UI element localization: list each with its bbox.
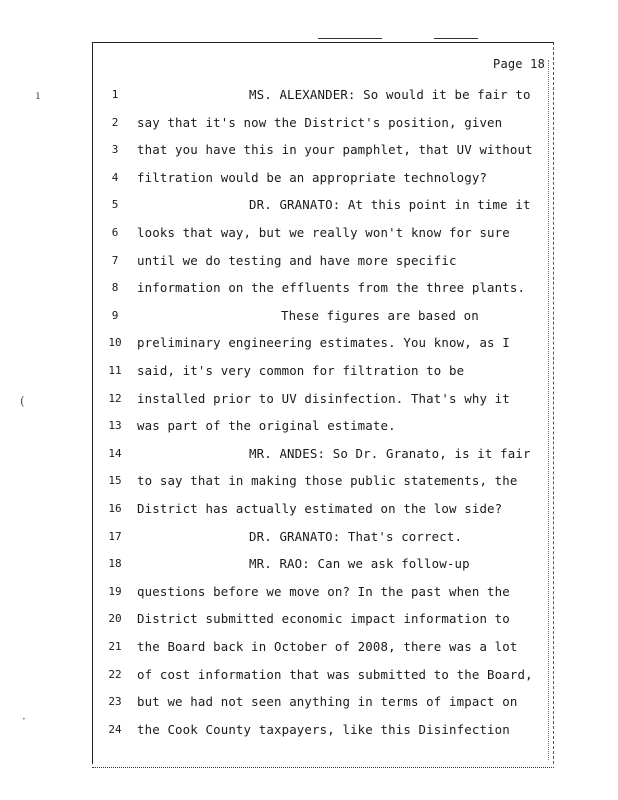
footer-strip (92, 762, 554, 768)
line-number: 6 (111, 226, 119, 239)
line-number: 12 (108, 391, 122, 405)
line-number: 2 (111, 115, 119, 129)
line-number: 5 (111, 198, 119, 212)
right-margin-dotted-line (548, 60, 553, 760)
line-number: 24 (108, 722, 122, 736)
line-number: 11 (108, 364, 122, 377)
line-number: 16 (108, 502, 122, 515)
transcript-line: DR. GRANATO: At this point in time it (249, 197, 531, 213)
transcript-line: was part of the original estimate. (137, 418, 396, 434)
line-number: 21 (108, 640, 122, 653)
transcript-line: looks that way, but we really won't know for sure (137, 225, 510, 240)
scan-artifact-top-left (318, 38, 382, 39)
transcript-line: MR. RAO: Can we ask follow-up (249, 556, 470, 572)
transcript-line: DR. GRANATO: That's correct. (249, 528, 463, 544)
margin-mark-bottom: · (22, 712, 26, 726)
transcript-line: installed prior to UV disinfection. That's why it (137, 390, 510, 406)
transcript-page (92, 42, 554, 764)
transcript-line: preliminary engineering estimates. You know, as I (137, 335, 510, 351)
line-number: 20 (108, 612, 122, 626)
transcript-line: These figures are based on (281, 307, 479, 323)
transcript-line: MS. ALEXANDER: So would it be fair to (249, 87, 531, 102)
transcript-line: information on the effluents from the three plants. (137, 280, 526, 296)
transcript-line: filtration would be an appropriate technology? (137, 169, 488, 185)
transcript-line: District submitted economic impact information to (137, 611, 510, 627)
transcript-line: questions before we move on? In the past when the (137, 583, 510, 599)
line-number: 10 (108, 336, 122, 350)
transcript-line: to say that in making those public statements, the (137, 473, 518, 489)
transcript-line: but we had not seen anything in terms of impact on (137, 694, 518, 710)
transcript-line: the Cook County taxpayers, like this Disinfection (137, 721, 510, 737)
transcript-line: District has actually estimated on the low side? (137, 501, 503, 516)
line-number: 23 (108, 695, 122, 709)
margin-mark-top: ı (36, 88, 40, 102)
transcript-line: said, it's very common for filtration to be (137, 363, 465, 378)
line-number: 1 (111, 88, 119, 101)
line-number: 18 (108, 557, 122, 571)
transcript-line: of cost information that was submitted to the Board, (137, 666, 533, 682)
transcript-line: say that it's now the District's position, given (137, 114, 503, 130)
line-number: 13 (108, 419, 122, 433)
page-number: Page 18 (493, 57, 545, 71)
line-number: 22 (108, 667, 122, 681)
line-number: 9 (111, 308, 119, 322)
transcript-line: MR. ANDES: So Dr. Granato, is it fair (249, 445, 531, 461)
line-number: 17 (108, 529, 122, 543)
transcript-line: that you have this in your pamphlet, that UV without (137, 142, 533, 158)
line-number: 7 (111, 253, 119, 267)
line-number: 15 (108, 474, 122, 488)
line-number: 4 (111, 170, 119, 184)
transcript-line: until we do testing and have more specific (137, 252, 457, 268)
line-number: 8 (111, 281, 119, 295)
transcript-line: the Board back in October of 2008, there was a lot (137, 639, 518, 654)
margin-mark-middle: ( (20, 394, 25, 408)
line-number: 3 (111, 143, 119, 157)
scan-artifact-top-right (434, 38, 478, 39)
line-number: 14 (108, 446, 122, 460)
line-number: 19 (108, 584, 122, 598)
